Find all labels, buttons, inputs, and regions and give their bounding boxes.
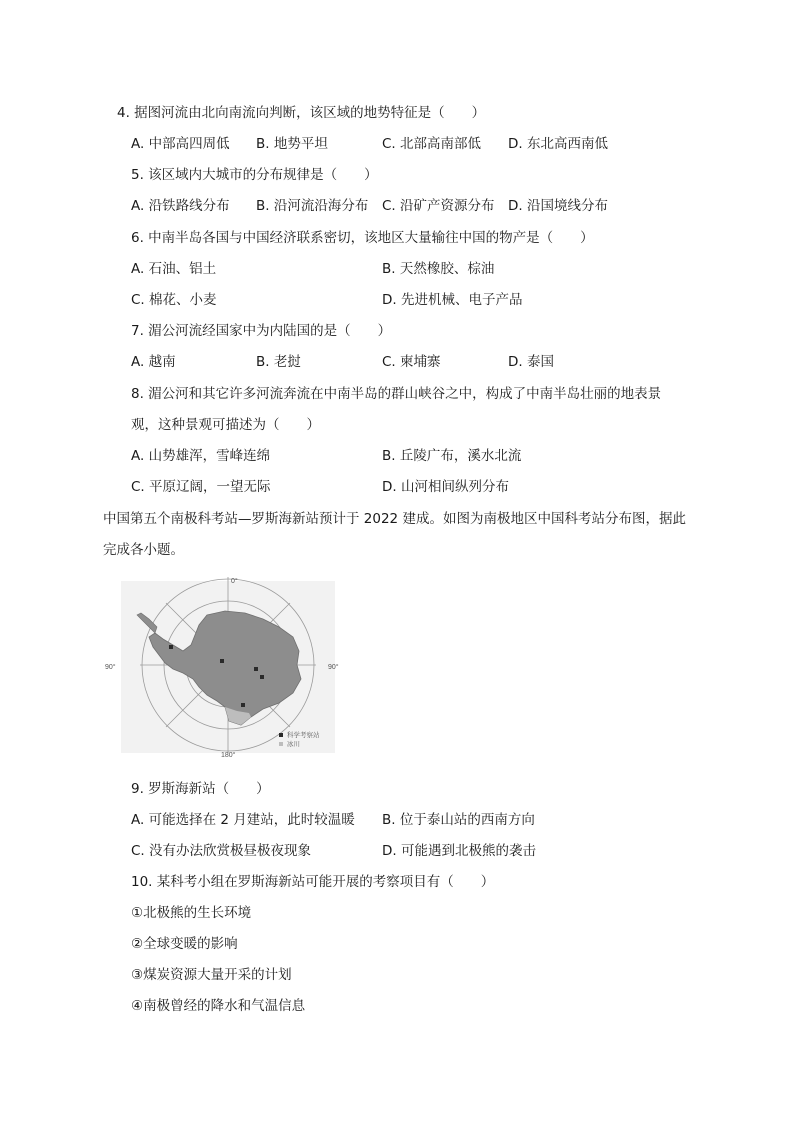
- intro-line-1: 中国第五个南极科考站—罗斯海新站预计于 2022 建成。如图为南极地区中国科考站分布图，据此: [103, 511, 686, 527]
- question-10-item-3: ③煤炭资源大量开采的计划: [131, 967, 292, 983]
- question-4-option-a: A. 中部高四周低: [131, 136, 230, 152]
- question-8-stem-line2: 观，这种景观可描述为（ ）: [131, 417, 320, 433]
- question-8-stem-line1: 8. 湄公河和其它许多河流奔流在中南半岛的群山峡谷之中，构成了中南半岛壮丽的地表景: [131, 386, 662, 402]
- question-8-option-d: D. 山河相间纵列分布: [382, 479, 509, 495]
- question-9-option-d: D. 可能遇到北极熊的袭击: [382, 843, 536, 859]
- legend-station: 科学考察站: [287, 732, 320, 739]
- question-8-option-b: B. 丘陵广布，溪水北流: [382, 448, 522, 464]
- map-label-right: 90°: [328, 664, 339, 671]
- question-10-item-4: ④南极曾经的降水和气温信息: [131, 998, 306, 1014]
- antarctica-station-map: [103, 575, 353, 761]
- question-5-option-c: C. 沿矿产资源分布: [382, 198, 495, 214]
- question-7-option-d: D. 泰国: [508, 354, 554, 370]
- question-5-option-a: A. 沿铁路线分布: [131, 198, 230, 214]
- question-7-option-b: B. 老挝: [256, 354, 301, 370]
- question-6-option-d: D. 先进机械、电子产品: [382, 292, 523, 308]
- legend-ice: 冰川: [287, 741, 300, 748]
- map-label-bottom: 180°: [221, 752, 236, 759]
- question-9-stem: 9. 罗斯海新站（ ）: [131, 781, 270, 797]
- map-label-top: 0°: [231, 578, 238, 585]
- question-9-option-b: B. 位于泰山站的西南方向: [382, 812, 535, 828]
- question-8-option-a: A. 山势雄浑，雪峰连绵: [131, 448, 271, 464]
- question-10-item-2: ②全球变暖的影响: [131, 936, 238, 952]
- question-4-option-c: C. 北部高南部低: [382, 136, 482, 152]
- question-7-option-c: C. 柬埔寨: [382, 354, 441, 370]
- question-6-option-a: A. 石油、铝土: [131, 261, 217, 277]
- question-9-option-a: A. 可能选择在 2 月建站，此时较温暖: [131, 812, 355, 828]
- map-label-left: 90°: [105, 664, 116, 671]
- map-graphic: [103, 575, 353, 761]
- question-6-stem: 6. 中南半岛各国与中国经济联系密切，该地区大量输往中国的物产是（ ）: [131, 230, 594, 246]
- question-10-stem: 10. 某科考小组在罗斯海新站可能开展的考察项目有（ ）: [131, 874, 495, 890]
- question-5-option-d: D. 沿国境线分布: [508, 198, 608, 214]
- question-6-option-c: C. 棉花、小麦: [131, 292, 217, 308]
- question-7-option-a: A. 越南: [131, 354, 176, 370]
- question-9-option-c: C. 没有办法欣赏极昼极夜现象: [131, 843, 312, 859]
- intro-line-2: 完成各小题。: [103, 542, 184, 558]
- question-4-option-d: D. 东北高西南低: [508, 136, 608, 152]
- question-4-option-b: B. 地势平坦: [256, 136, 328, 152]
- question-4-stem: 4. 据图河流由北向南流向判断，该区域的地势特征是（ ）: [117, 105, 486, 121]
- question-5-stem: 5. 该区域内大城市的分布规律是（ ）: [131, 167, 378, 183]
- question-7-stem: 7. 湄公河流经国家中为内陆国的是（ ）: [131, 323, 392, 339]
- question-5-option-b: B. 沿河流沿海分布: [256, 198, 369, 214]
- question-10-item-1: ①北极熊的生长环境: [131, 905, 252, 921]
- question-8-option-c: C. 平原辽阔，一望无际: [131, 479, 271, 495]
- question-6-option-b: B. 天然橡胶、棕油: [382, 261, 495, 277]
